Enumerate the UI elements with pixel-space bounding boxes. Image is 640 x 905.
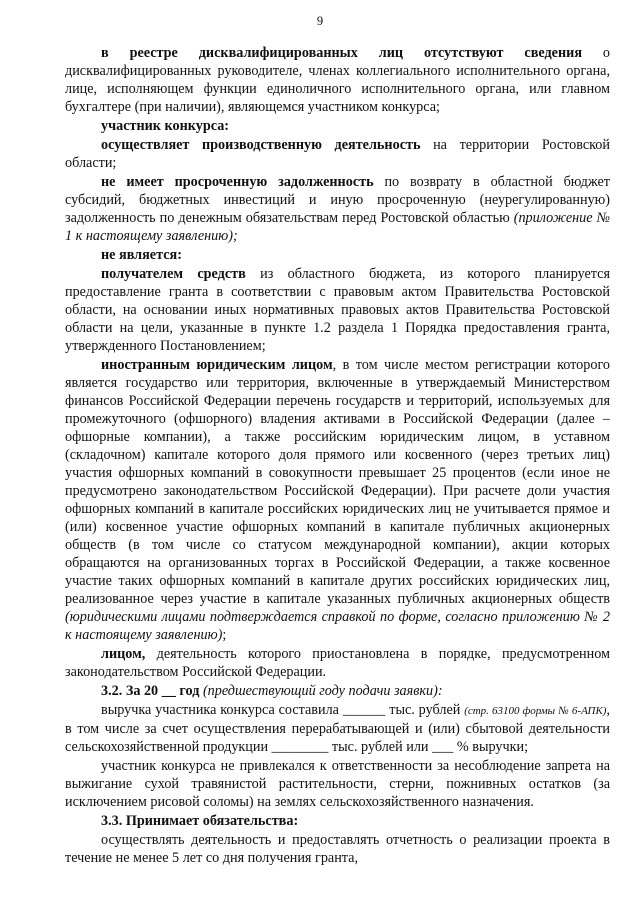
text-run: не является: bbox=[101, 247, 182, 263]
paragraph-p4 bbox=[65, 173, 610, 245]
text-run: из областного бюджета, из которого планируется предоставление гранта в соответствии с правовым актом Правительства Ростовской области, на основании иных нормативных правовых актов Правительства Ростовской области на цели, указанные в пункте 1.2 раздела 1 Порядка предоставления гранта, утвержденного Постановлением; bbox=[65, 266, 611, 354]
text-run: , в том числе местом регистрации которого является государство или территория, включенные в утверждаемый Министерством финансов Российской Федерации перечень государств и территорий, используемых для промежуточного (офшорного) владения активами в Российской Федерации (далее – офшорные компании), а также российским юридическим лицом, в уставном (складочном) капитале которого доля прямого или косвенного (через третьих лиц) участия офшорных компаний в совокупности превышает 25 процентов (если иное не предусмотрено законодательством Российской Федерации). При расчете доли участия офшорных компаний в капитале российских юридических лиц не учитывается прямое и (или) косвенное участие офшорных компаний в капитале публичных акционерных обществ (в том числе со статусом международной компании), акции которых обращаются на организованных торгах в Российской Федерации, а также косвенное участие таких офшорных компаний в капитале других российских юридических лиц, реализованное через участие в капитале указанных публичных акционерных обществ bbox=[65, 357, 610, 607]
text-run: в реестре дисквалифицированных лиц отсутствуют сведения bbox=[101, 45, 582, 61]
text-run: получателем средств bbox=[101, 266, 246, 282]
paragraph-p1 bbox=[65, 44, 610, 116]
text-run: (юридическими лицами подтверждается справкой по форме, согласно приложению № 2 к настоящему заявлению) bbox=[65, 609, 610, 643]
paragraph-p2 bbox=[65, 117, 610, 135]
text-run: лицом, bbox=[101, 646, 146, 662]
paragraph-p7 bbox=[65, 356, 610, 644]
paragraph-p11 bbox=[65, 757, 610, 811]
paragraph-p6 bbox=[65, 265, 610, 355]
text-run: , в том числе за счет осуществления перерабатывающей и (или) сбытовой деятельности сельскохозяйственной продукции ________ тыс. рублей или ___ % выручки; bbox=[65, 702, 610, 755]
paragraph-p3 bbox=[65, 136, 610, 172]
text-run: деятельность которого приостановлена в порядке, предусмотренном законодательством Российской Федерации. bbox=[65, 646, 610, 680]
text-run: 3.3. Принимает обязательства: bbox=[101, 813, 299, 829]
paragraph-p9 bbox=[65, 682, 610, 700]
text-run: (стр. 63100 формы № 6-АПК) bbox=[464, 705, 607, 717]
paragraph-p12 bbox=[65, 812, 610, 830]
paragraph-p5 bbox=[65, 246, 610, 264]
text-run: иностранным юридическим лицом bbox=[101, 357, 333, 373]
document-body bbox=[65, 44, 610, 868]
text-run: участник конкурса не привлекался к ответственности за несоблюдение запрета на выжигание сухой травянистой растительности, стерни, пожнивных остатков (за исключением рисовой соломы) на землях сельскохозяйственного назначения. bbox=[65, 758, 610, 810]
text-run: (предшествующий году подачи заявки): bbox=[199, 683, 443, 699]
text-run: осуществляет производственную деятельность bbox=[101, 137, 421, 153]
text-run: ; bbox=[222, 627, 227, 643]
text-run: осуществлять деятельность и предоставлять отчетность о реализации проекта в течение не менее 5 лет со дня получения гранта, bbox=[65, 832, 610, 866]
text-run: (приложение № 1 к настоящему заявлению); bbox=[65, 210, 611, 244]
text-run: на территории Ростовской области; bbox=[65, 137, 610, 171]
paragraph-p13 bbox=[65, 831, 610, 867]
paragraph-p10 bbox=[65, 701, 610, 756]
text-run: не имеет просроченную задолженность bbox=[101, 174, 374, 190]
text-run: выручка участника конкурса составила ______ тыс. рублей bbox=[101, 702, 465, 718]
text-run: о дисквалифицированных руководителе, членах коллегиального исполнительного органа, лице, исполняющем функции единоличного исполнительного органа, или главном бухгалтере (при наличии), являющемся участником конкурса; bbox=[65, 45, 610, 115]
paragraph-p8 bbox=[65, 645, 610, 681]
text-run: участник конкурса: bbox=[101, 118, 230, 134]
text-run: по возврату в областной бюджет субсидий, бюджетных инвестиций и иную просроченную (неурегулированную) задолженность по денежным обязательствам перед Ростовской областью bbox=[65, 174, 610, 226]
page-number: 9 bbox=[316, 14, 324, 28]
text-run: 3.2. За 20 __ год bbox=[101, 683, 200, 699]
